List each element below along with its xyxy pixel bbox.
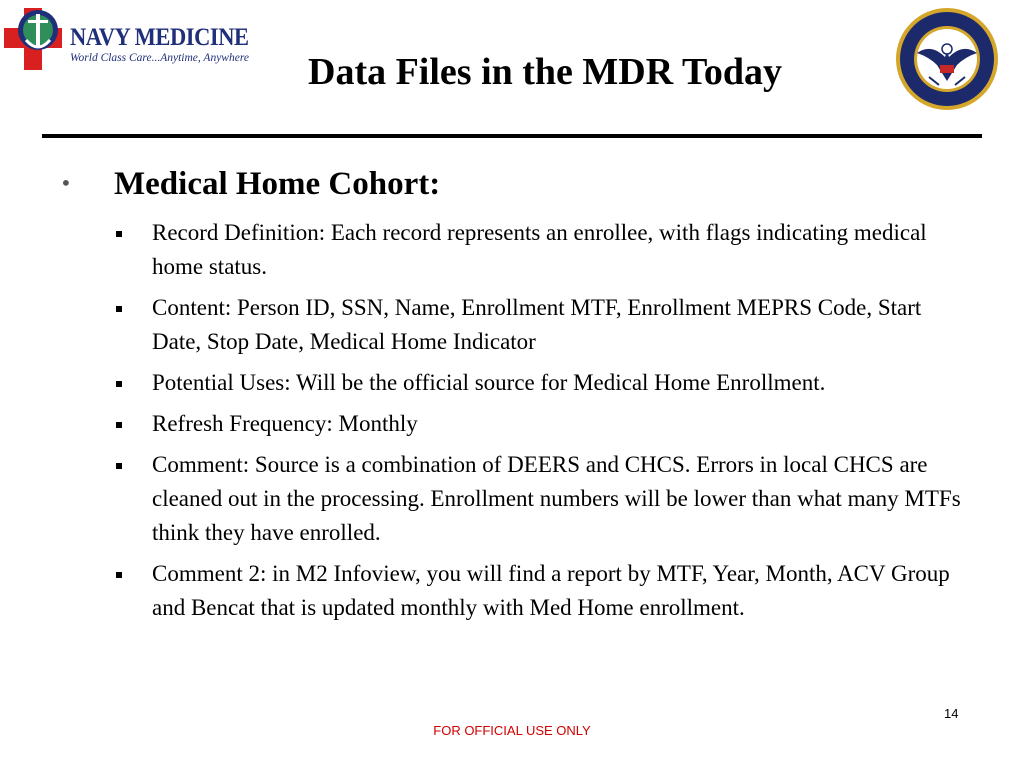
square-bullet-icon bbox=[116, 422, 122, 428]
list-item bbox=[114, 366, 964, 400]
list-item bbox=[114, 216, 964, 284]
list-item-text: Comment: Source is a combination of DEERS and CHCS. Errors in local CHCS are cleaned out in the processing. Enrollment numbers will be lower than what many MTFs think they have enrolled. bbox=[152, 452, 961, 545]
list-item bbox=[114, 291, 964, 359]
page-title: Data Files in the MDR Today bbox=[308, 51, 782, 93]
square-bullet-icon bbox=[116, 306, 122, 312]
list-item bbox=[114, 448, 964, 550]
square-bullet-icon bbox=[116, 572, 122, 578]
detail-list bbox=[114, 216, 964, 632]
list-item-text: Record Definition: Each record represents an enrollee, with flags indicating medical home status. bbox=[152, 220, 927, 279]
list-item-text: Refresh Frequency: Monthly bbox=[152, 411, 418, 436]
list-item bbox=[114, 407, 964, 441]
square-bullet-icon bbox=[116, 231, 122, 237]
classification-footer: FOR OFFICIAL USE ONLY bbox=[433, 723, 591, 738]
page-number: 14 bbox=[944, 706, 959, 721]
section-heading: Medical Home Cohort: bbox=[114, 166, 441, 202]
logo-name: NAVY MEDICINE bbox=[70, 24, 249, 51]
square-bullet-icon bbox=[116, 463, 122, 469]
logo-tagline: World Class Care...Anytime, Anywhere bbox=[70, 52, 249, 64]
title-divider bbox=[42, 134, 982, 138]
list-item-text: Content: Person ID, SSN, Name, Enrollment MTF, Enrollment MEPRS Code, Start Date, Stop Date, Medical Home Indicator bbox=[152, 295, 922, 354]
list-item-text: Potential Uses: Will be the official source for Medical Home Enrollment. bbox=[152, 370, 826, 395]
list-item-text: Comment 2: in M2 Infoview, you will find a report by MTF, Year, Month, ACV Group and Bencat that is updated monthly with Med Home enrollment. bbox=[152, 561, 950, 620]
list-item bbox=[114, 557, 964, 625]
bullet-dot-icon: • bbox=[60, 171, 72, 195]
square-bullet-icon bbox=[116, 381, 122, 387]
